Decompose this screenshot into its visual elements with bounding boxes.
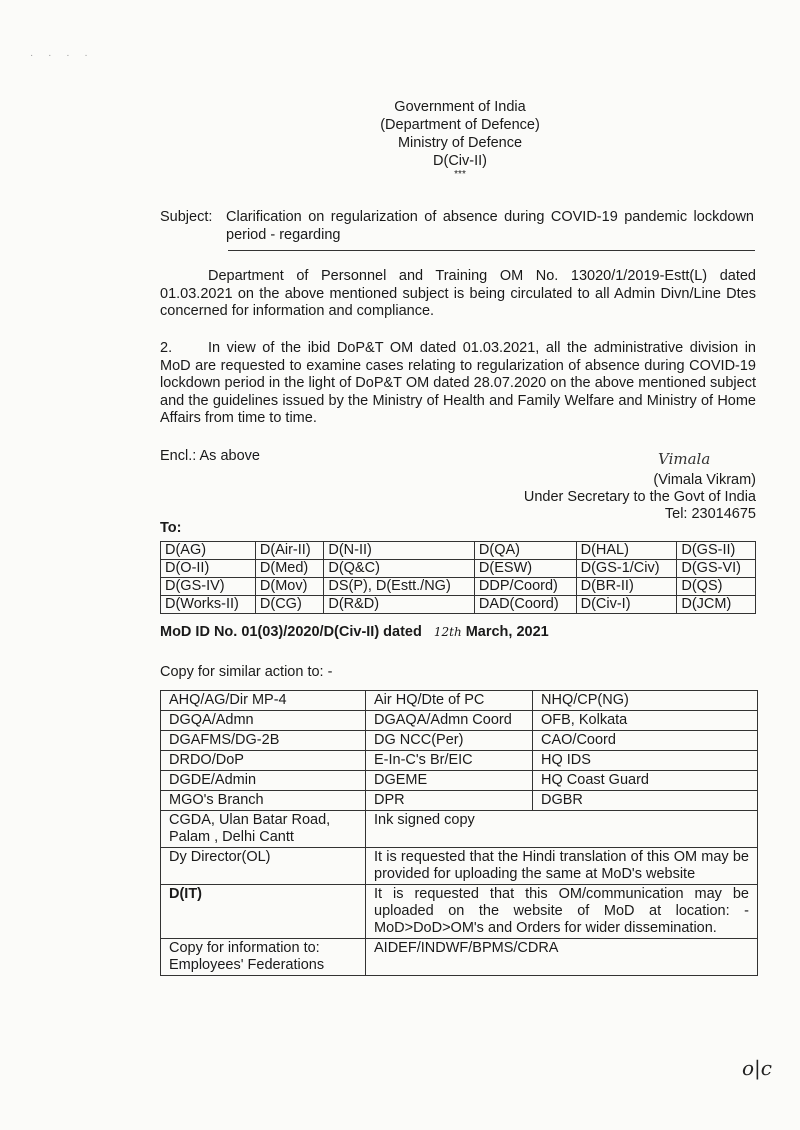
copy-cell: D(IT) xyxy=(161,885,366,939)
header-section: D(Civ-II) xyxy=(433,153,487,169)
copy-note-cell: Ink signed copy xyxy=(366,811,758,848)
subject-text: Clarification on regularization of absence during COVID-19 pandemic lockdown period - regarding xyxy=(226,209,754,243)
signature-block xyxy=(480,472,756,523)
addressee-cell: D(AG) xyxy=(161,542,256,560)
copy-cell: DPR xyxy=(366,791,533,811)
subject-label: Subject: xyxy=(160,209,213,225)
copy-cell: DGQA/Admn xyxy=(161,711,366,731)
paragraph-2 xyxy=(160,340,756,428)
header-government: Government of India xyxy=(394,99,526,115)
copy-cell: CAO/Coord xyxy=(533,731,758,751)
copy-cell: MGO's Branch xyxy=(161,791,366,811)
handwritten-signature: Vimala xyxy=(658,450,711,468)
table-row xyxy=(161,751,758,771)
addressee-table xyxy=(160,541,756,614)
copy-cell: HQ IDS xyxy=(533,751,758,771)
to-label: To: xyxy=(160,520,182,536)
addressee-cell: D(O-II) xyxy=(161,560,256,578)
table-row xyxy=(161,848,758,885)
copy-cell: DGAQA/Admn Coord xyxy=(366,711,533,731)
mod-id-number: MoD ID No. 01(03)/2020/D(Civ-II) dated xyxy=(160,624,422,640)
copy-cell: Copy for information to: Employees' Federations xyxy=(161,939,366,976)
copy-cell: DGBR xyxy=(533,791,758,811)
copy-cell: DGAFMS/DG-2B xyxy=(161,731,366,751)
addressee-cell: D(GS-1/Civ) xyxy=(576,560,677,578)
subject-block xyxy=(160,208,756,244)
handwritten-page-mark: o|c xyxy=(742,1056,772,1080)
header-ministry: Ministry of Defence xyxy=(397,135,523,151)
addressee-cell: D(Air-II) xyxy=(255,542,323,560)
addressee-cell: DAD(Coord) xyxy=(474,596,576,614)
signatory-name: (Vimala Vikram) xyxy=(653,472,756,488)
table-row xyxy=(161,578,756,596)
table-row xyxy=(161,791,758,811)
header-department: (Department of Defence) xyxy=(380,117,540,133)
enclosure-note: Encl.: As above xyxy=(160,448,260,464)
table-row xyxy=(161,939,758,976)
table-row xyxy=(161,811,758,848)
addressee-cell: D(Med) xyxy=(255,560,323,578)
scan-specks: · · · · xyxy=(30,50,94,61)
copy-cell: NHQ/CP(NG) xyxy=(533,691,758,711)
addressee-cell: D(GS-IV) xyxy=(161,578,256,596)
table-row xyxy=(161,560,756,578)
addressee-cell: D(JCM) xyxy=(677,596,756,614)
addressee-cell: D(Civ-I) xyxy=(576,596,677,614)
addressee-cell: D(ESW) xyxy=(474,560,576,578)
addressee-cell: D(BR-II) xyxy=(576,578,677,596)
copy-cell: DG NCC(Per) xyxy=(366,731,533,751)
copy-to-table xyxy=(160,690,758,976)
copy-cell: DGEME xyxy=(366,771,533,791)
addressee-cell: D(R&D) xyxy=(324,596,475,614)
header-stars: *** xyxy=(454,169,466,180)
copy-label: Copy for similar action to: - xyxy=(160,664,333,680)
addressee-cell: D(QS) xyxy=(677,578,756,596)
copy-cell: AHQ/AG/Dir MP-4 xyxy=(161,691,366,711)
paragraph-2-text: In view of the ibid DoP&T OM dated 01.03.2021, all the administrative division in MoD are requested to examine cases relating to regularization of absence during COVID-19 lockdown period in the light of DoP&T OM dated 28.07.2020 on the above mentioned subject and the guidelines issued by the Ministry of Health and Family Welfare and Ministry of Home Affairs from time to time. xyxy=(160,340,756,426)
addressee-cell: D(GS-VI) xyxy=(677,560,756,578)
table-row xyxy=(161,771,758,791)
copy-cell: HQ Coast Guard xyxy=(533,771,758,791)
paragraph-2-number: 2. xyxy=(160,340,173,356)
table-row xyxy=(161,731,758,751)
copy-cell: DRDO/DoP xyxy=(161,751,366,771)
addressee-cell: D(GS-II) xyxy=(677,542,756,560)
mod-id-line xyxy=(160,624,549,640)
copy-cell: OFB, Kolkata xyxy=(533,711,758,731)
signatory-designation: Under Secretary to the Govt of India xyxy=(523,489,756,505)
copy-cell: Dy Director(OL) xyxy=(161,848,366,885)
addressee-cell: D(CG) xyxy=(255,596,323,614)
copy-cell: E-In-C's Br/EIC xyxy=(366,751,533,771)
paragraph-1: Department of Personnel and Training OM No. 13020/1/2019-Estt(L) dated 01.03.2021 on the above mentioned subject is being circulated to all Admin Divn/Line Dtes concerned for information and compliance. xyxy=(160,268,756,319)
letterhead xyxy=(260,98,660,180)
addressee-cell: D(Works-II) xyxy=(161,596,256,614)
addressee-cell: D(N-II) xyxy=(324,542,475,560)
mod-id-month: March, 2021 xyxy=(465,624,549,640)
table-row xyxy=(161,542,756,560)
copy-cell: DGDE/Admin xyxy=(161,771,366,791)
addressee-cell: D(QA) xyxy=(474,542,576,560)
copy-note-cell: It is requested that the Hindi translation of this OM may be provided for uploading the same at MoD's website xyxy=(366,848,758,885)
handwritten-date: 12th xyxy=(433,625,462,639)
copy-cell: CGDA, Ulan Batar Road, Palam , Delhi Cantt xyxy=(161,811,366,848)
addressee-cell: D(Q&C) xyxy=(324,560,475,578)
table-row xyxy=(161,596,756,614)
table-row xyxy=(161,885,758,939)
signatory-telephone: Tel: 23014675 xyxy=(664,506,756,522)
addressee-cell: DDP/Coord) xyxy=(474,578,576,596)
copy-note-cell: It is requested that this OM/communication may be uploaded on the website of MoD at location: - MoD>DoD>OM's and Orders for wider dissemination. xyxy=(366,885,758,939)
table-row xyxy=(161,711,758,731)
addressee-cell: D(Mov) xyxy=(255,578,323,596)
copy-note-cell: AIDEF/INDWF/BPMS/CDRA xyxy=(366,939,758,976)
addressee-cell: D(HAL) xyxy=(576,542,677,560)
table-row xyxy=(161,691,758,711)
addressee-cell: DS(P), D(Estt./NG) xyxy=(324,578,475,596)
copy-cell: Air HQ/Dte of PC xyxy=(366,691,533,711)
subject-underline xyxy=(228,250,755,251)
